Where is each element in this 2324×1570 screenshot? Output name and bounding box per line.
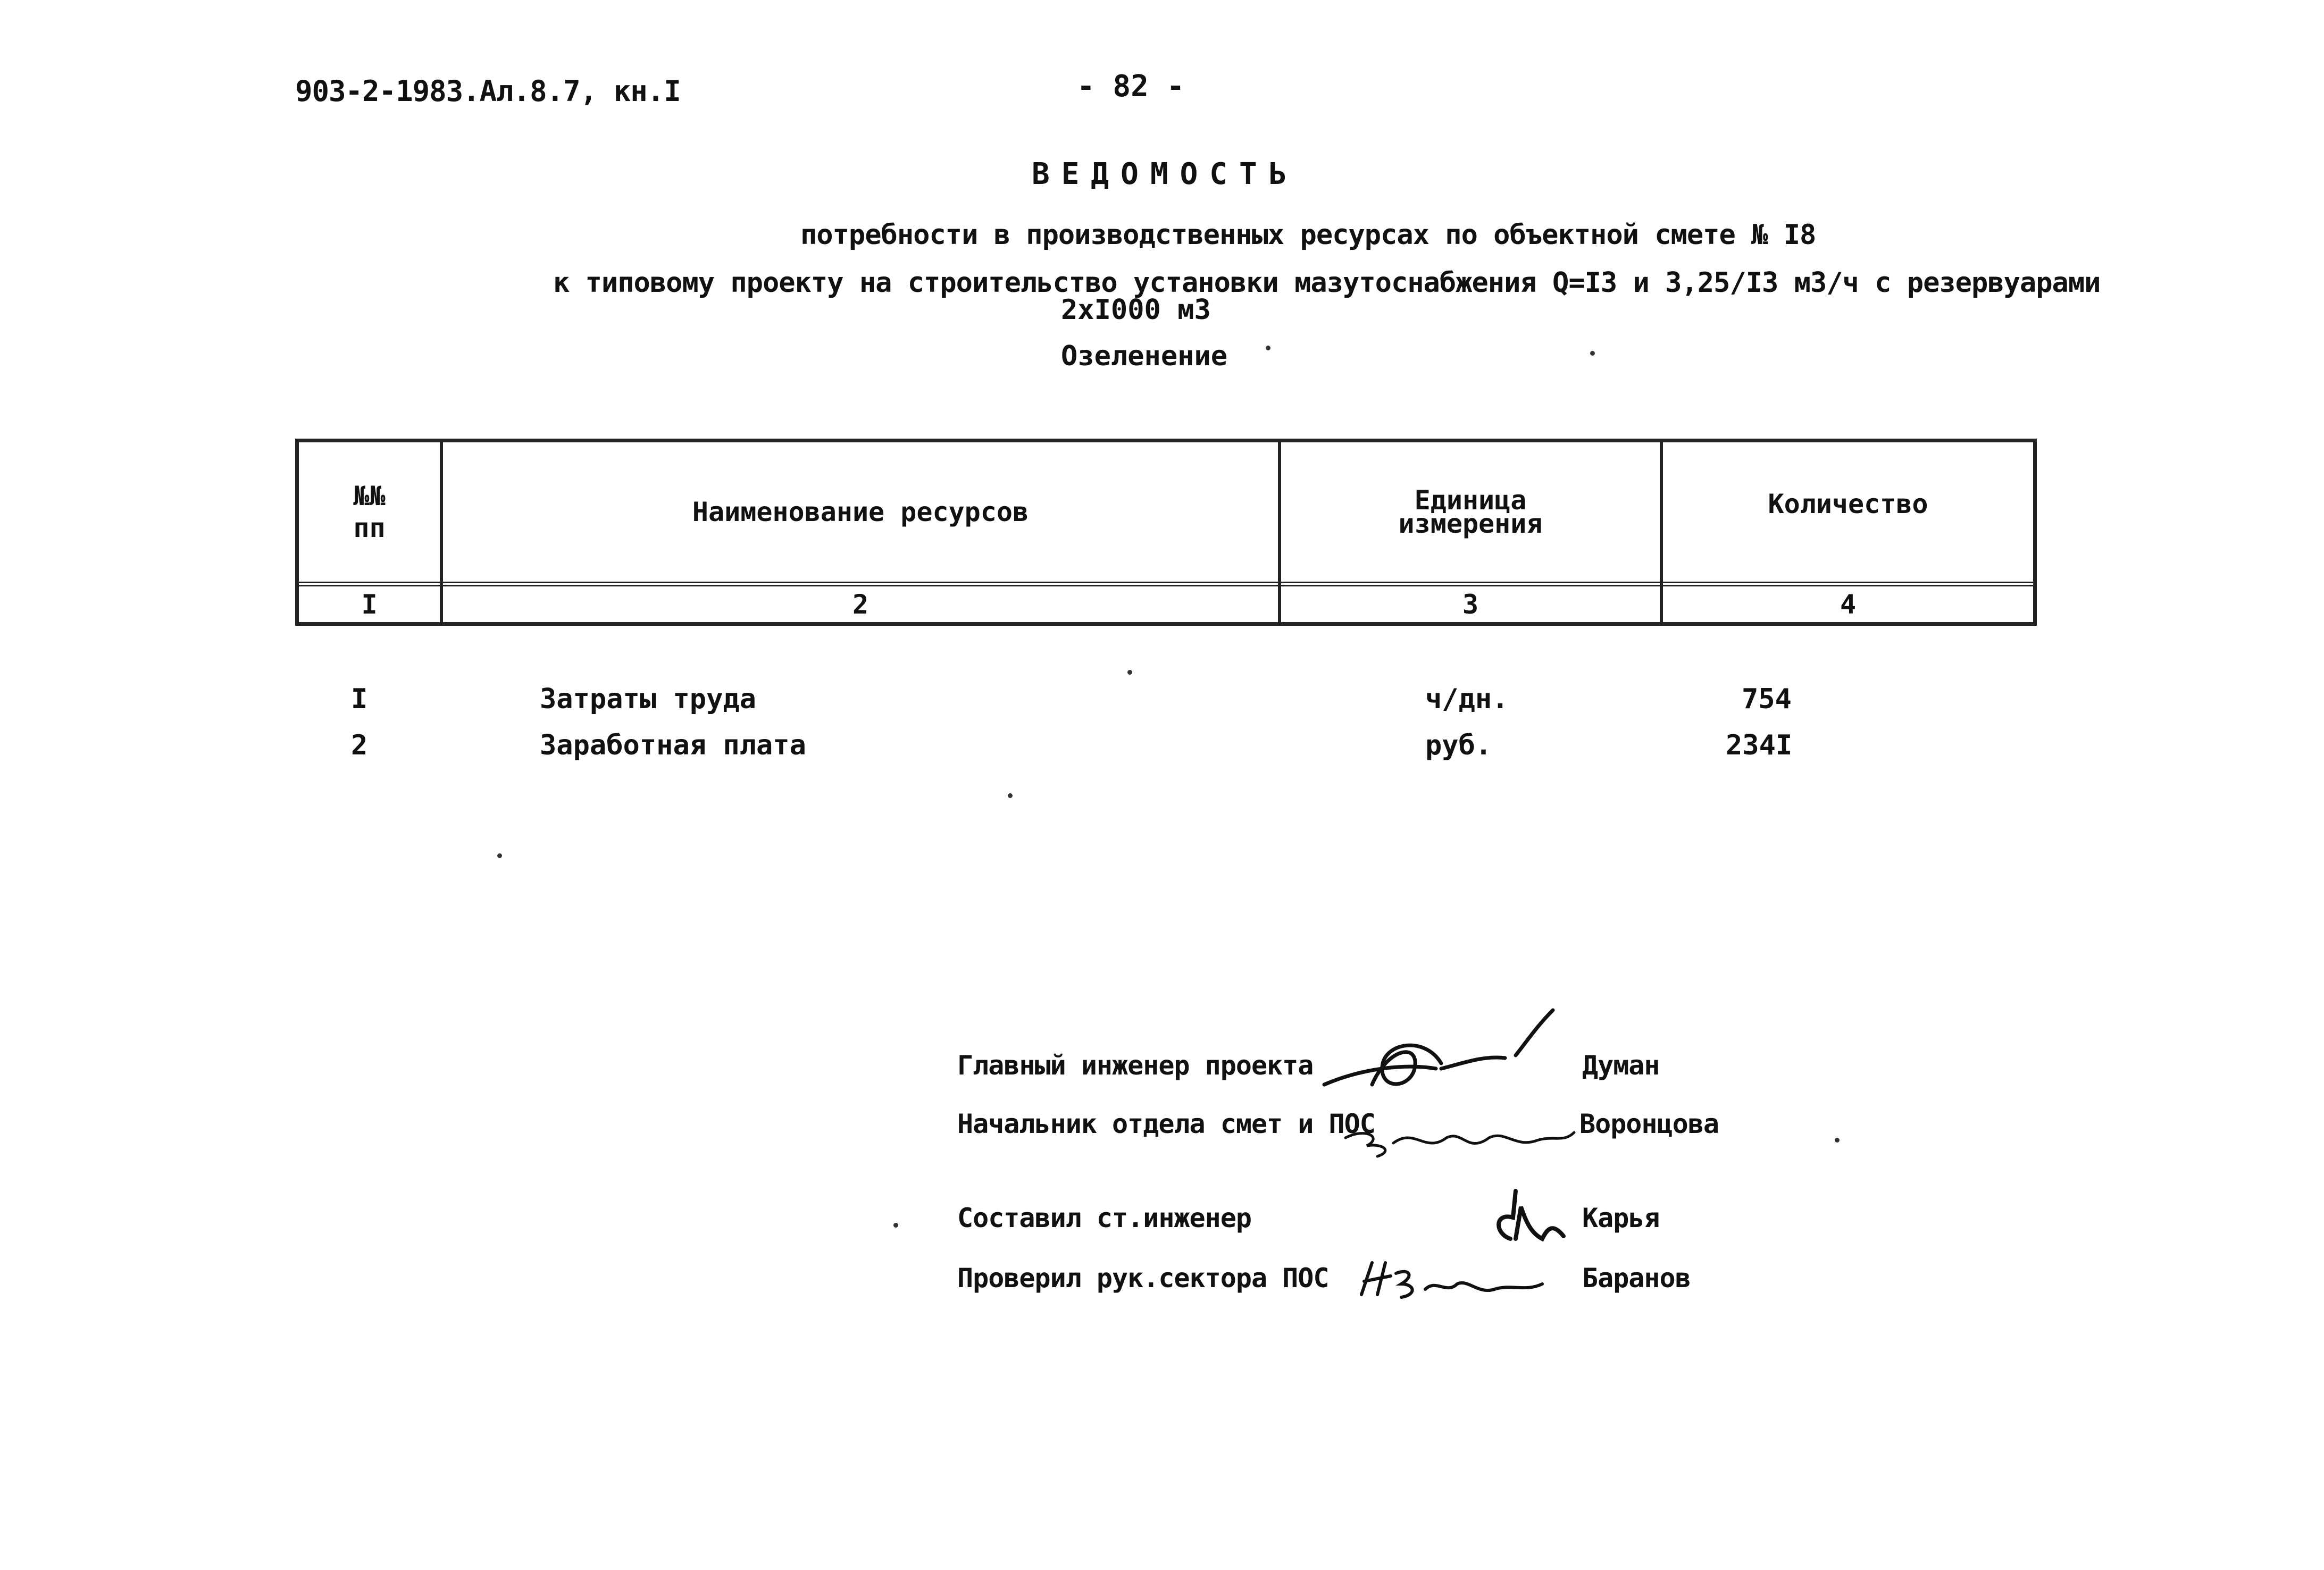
row-number: I [351, 683, 368, 715]
subtitle-line-1: потребности в производственных ресурсах по объектной смете № I8 [800, 219, 1816, 251]
table-divider [1660, 442, 1663, 622]
scan-speck [893, 1223, 898, 1228]
header-cell-quantity [1663, 442, 2033, 566]
row-unit: руб. [1425, 729, 1492, 761]
row-quantity: 754 [1742, 683, 1792, 715]
column-number-1: I [361, 589, 378, 620]
document-title: ВЕДОМОСТЬ [1032, 157, 1299, 191]
table-divider [440, 442, 443, 622]
header-unit-label: Единица измерения [1398, 485, 1543, 539]
signature-name-compiler: Карья [1582, 1203, 1660, 1233]
table-header-row [299, 442, 2033, 586]
column-number-4: 4 [1840, 589, 1857, 620]
page-number: - 82 - [1077, 69, 1185, 104]
signature-name-checker: Баранов [1582, 1263, 1691, 1294]
column-number-2: 2 [852, 589, 869, 620]
header-cell-unit [1281, 442, 1660, 582]
table-divider [1278, 442, 1281, 622]
column-number-3: 3 [1462, 589, 1479, 620]
signature-label-compiler: Составил ст.инженер [957, 1203, 1251, 1233]
header-cell-name [443, 442, 1278, 582]
signature-name-chief-engineer: Думан [1582, 1050, 1660, 1081]
section-title: Озеленение [1061, 340, 1228, 372]
signature-compiler-icon [1489, 1186, 1569, 1249]
header-cell-number [299, 442, 440, 582]
scan-speck [1835, 1138, 1840, 1143]
subtitle-line-2: к типовому проекту на строительство установки мазутоснабжения Q=I3 и 3,25/I3 м3/ч с резервуарами [553, 267, 2101, 299]
scan-speck [497, 853, 502, 858]
header-name-label: Наименование ресурсов [692, 497, 1029, 527]
row-number: 2 [351, 729, 368, 761]
table-column-number-row [299, 586, 2033, 622]
signature-checker-icon [1351, 1252, 1553, 1311]
subtitle-line-3: 2хI000 м3 [1061, 294, 1211, 326]
document-code: 903-2-1983.Ал.8.7, кн.I [295, 74, 681, 108]
row-unit: ч/дн. [1425, 683, 1509, 715]
signature-label-checker: Проверил рук.сектора ПОС [957, 1263, 1329, 1294]
resources-table [295, 439, 2037, 626]
signature-label-chief-engineer: Главный инженер проекта [957, 1050, 1314, 1081]
row-quantity: 234I [1726, 729, 1793, 761]
signature-dept-head-icon [1335, 1106, 1579, 1164]
scan-speck [1266, 346, 1270, 350]
header-number-label: №№ пп [353, 481, 386, 543]
row-resource-name: Заработная плата [540, 729, 806, 761]
signature-label-dept-head: Начальник отдела смет и ПОС [957, 1109, 1375, 1139]
scan-speck [1127, 670, 1132, 675]
scan-speck [1590, 351, 1595, 356]
signature-name-dept-head: Воронцова [1579, 1109, 1719, 1139]
signature-chief-engineer-icon [1314, 1005, 1579, 1101]
scan-speck [1008, 793, 1013, 798]
row-resource-name: Затраты труда [540, 683, 756, 715]
header-quantity-label: Количество [1768, 489, 1928, 519]
